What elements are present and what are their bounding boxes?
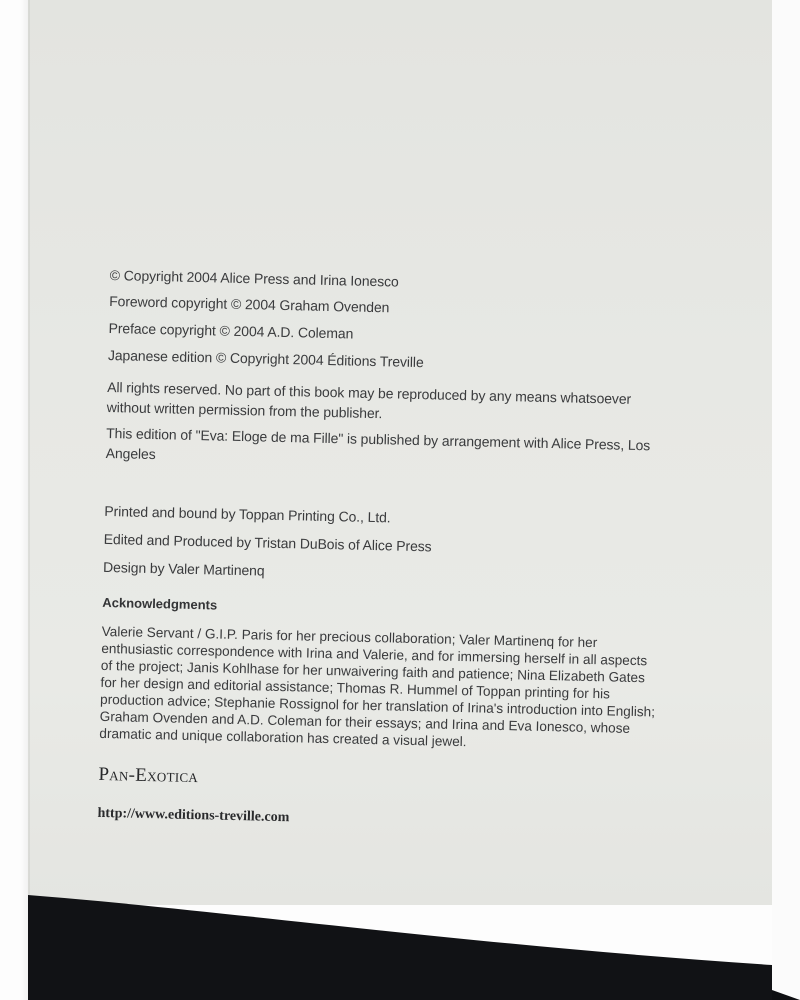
printed-line: Printed and bound by Toppan Printing Co., Ltd.: [104, 502, 391, 526]
copyright-line: © Copyright 2004 Alice Press and Irina Ionesco: [109, 266, 399, 290]
acknowledgments-heading: Acknowledgments: [102, 594, 218, 613]
edition-note: This edition of "Eva: Eloge de ma Fille" is published by arrangement with Alice Press, Los Angeles: [105, 424, 651, 463]
rights-statement: All rights reserved. No part of this book may be reproduced by any means whatsoever without written permission from the publisher.: [106, 378, 632, 422]
publisher-brand: Pan-Exotica: [98, 763, 199, 788]
edited-line: Edited and Produced by Tristan DuBois of Alice Press: [103, 530, 432, 555]
publisher-url: http://www.editions-treville.com: [97, 805, 290, 826]
page-edge-shadow: [20, 0, 30, 1000]
design-line: Design by Valer Martinenq: [102, 558, 265, 579]
foreword-line: Foreword copyright © 2004 Graham Ovenden: [109, 292, 390, 316]
japanese-edition-line: Japanese edition © Copyright 2004 Éditions Treville: [107, 346, 424, 371]
preface-line: Preface copyright © 2004 A.D. Coleman: [108, 319, 354, 342]
acknowledgments-body: Valerie Servant / G.I.P. Paris for her precious collaboration; Valer Martinenq for her enthusiastic correspondence with Irina and Valerie, and for immersing herself in all aspects of the project; Janis Kohlhase for her unwaivering faith and patience; Nina Elizabeth Gates for her design and editorial assistance; Thomas R. Hummel of Toppan printing for his production advice; Stephanie Rossignol for her translation of Irina's introduction into English; Graham Ovenden and A.D. Coleman for their essays; and Irina and Eva Ionesco, whose dramatic and unique collaboration has created a visual jewel.: [99, 623, 656, 750]
colophon-text: [97, 265, 690, 849]
